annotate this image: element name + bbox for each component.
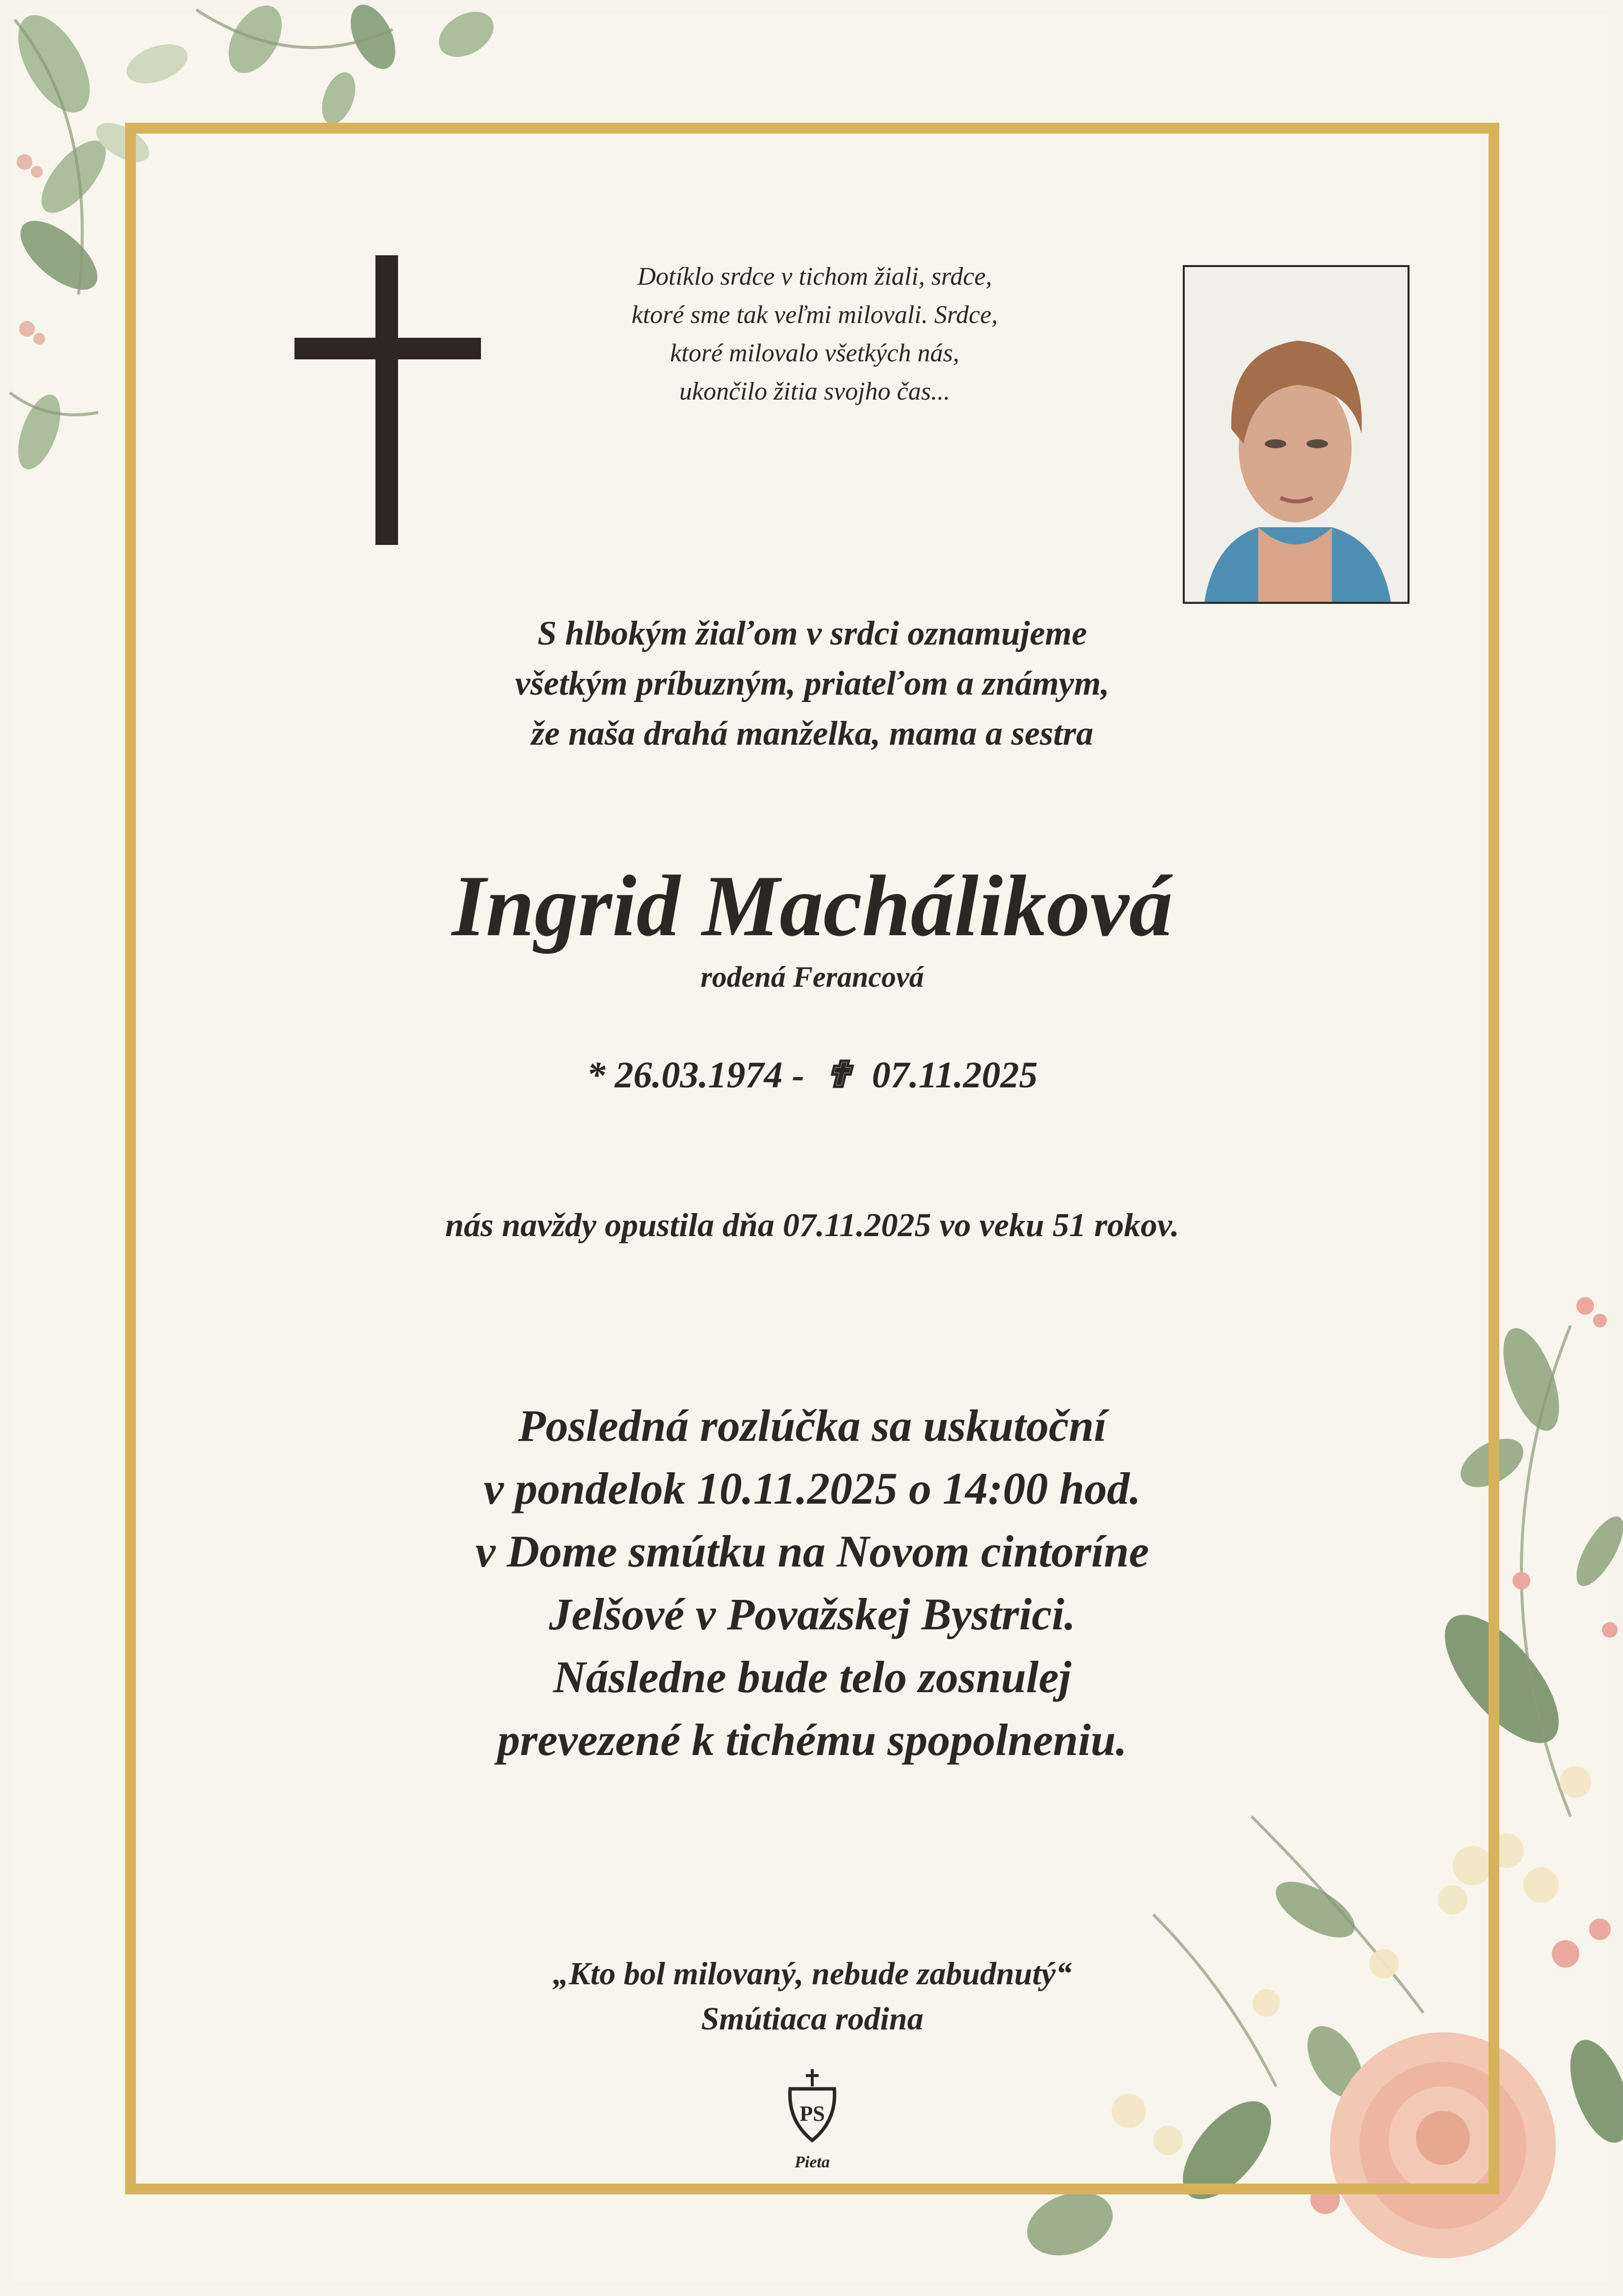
cross-icon	[294, 255, 481, 545]
death-date: 07.11.2025	[872, 1054, 1038, 1096]
death-cross-icon: ✟	[822, 1054, 854, 1096]
announcement-line: že naša drahá manželka, mama a sestra	[531, 715, 1093, 753]
funeral-line: Následne bude telo zosnulej	[553, 1652, 1071, 1702]
death-statement: nás navždy opustila dňa 07.11.2025 vo veku 51 rokov.	[445, 1206, 1179, 1243]
verse-line: ktoré sme tak veľmi milovali. Srdce,	[631, 301, 998, 329]
funeral-details	[272, 1394, 1352, 1771]
announcement-line: všetkým príbuzným, priateľom a známym,	[515, 665, 1110, 702]
funeral-line: v Dome smútku na Novom cintoríne	[475, 1526, 1149, 1576]
announcement	[294, 609, 1330, 759]
signature: Smútiaca rodina	[701, 2001, 924, 2037]
verse-line: ktoré milovalo všetkých nás,	[670, 339, 959, 367]
funeral-line: Posledná rozlúčka sa uskutoční	[518, 1401, 1107, 1451]
life-dates	[420, 1051, 1205, 1100]
motto: „Kto bol milovaný, nebude zabudnutý“	[553, 1956, 1072, 1992]
memorial-verse	[520, 258, 1109, 411]
maiden-name: rodená Ferancová	[700, 961, 924, 993]
logo-initials: PS	[799, 2102, 825, 2126]
funeral-line: v pondelok 10.11.2025 o 14:00 hod.	[483, 1463, 1141, 1513]
announcement-line: S hlbokým žiaľom v srdci oznamujeme	[537, 615, 1087, 652]
verse-line: ukončilo žitia svojho čas...	[679, 378, 950, 405]
portrait-image	[1185, 267, 1408, 602]
deceased-name: Ingrid Macháliková	[452, 857, 1173, 954]
funeral-line: prevezené k tichému spopolneniu.	[497, 1715, 1127, 1765]
funeral-line: Jelšové v Považskej Bystrici.	[549, 1589, 1076, 1639]
portrait-photo	[1183, 265, 1410, 604]
verse-line: Dotíklo srdce v tichom žiali, srdce,	[637, 263, 992, 291]
birth-date: * 26.03.1974 -	[586, 1054, 804, 1096]
closing	[371, 1951, 1254, 2042]
pieta-logo	[780, 2067, 844, 2180]
logo-caption: Pieta	[795, 2153, 830, 2171]
